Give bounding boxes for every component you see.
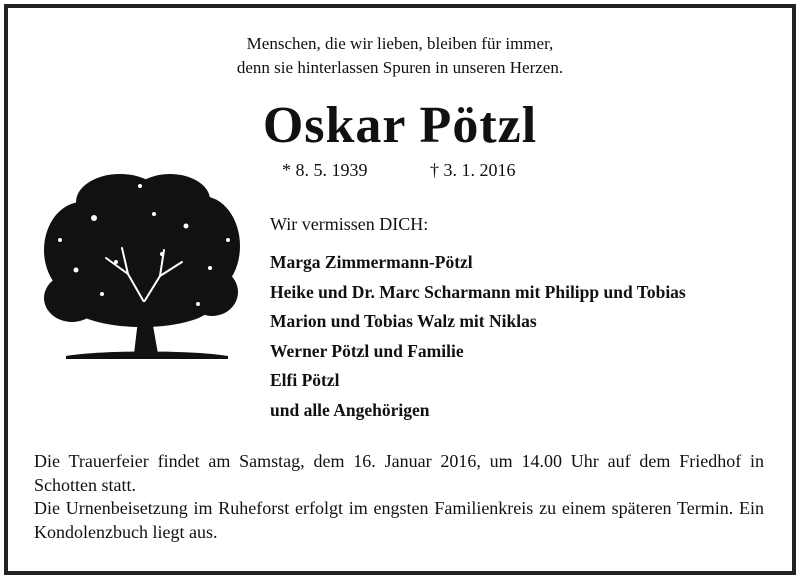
- motto-line-1: Menschen, die wir lieben, bleiben für immer,: [246, 34, 554, 53]
- birth-date: * 8. 5. 1939: [282, 160, 368, 180]
- mourner-name: und alle Angehörigen: [270, 399, 430, 420]
- mourner-name: Marga Zimmermann-Pötzl: [270, 252, 473, 272]
- tree-icon: [42, 170, 242, 362]
- mourners-intro: Wir vermissen DICH:: [270, 214, 429, 234]
- motto-line-2: denn sie hinterlassen Spuren in unseren Herzen.: [236, 58, 564, 77]
- deceased-name: Oskar Pötzl: [262, 97, 538, 154]
- urn-burial-text: Die Urnenbeisetzung im Ruheforst erfolgt im engsten Familienkreis zu einem späteren Termin. Ein Kondolenzbuch liegt aus.: [34, 498, 764, 542]
- mourners-list: [270, 248, 686, 425]
- funeral-service-text: Die Trauerfeier findet am Samstag, dem 16. Januar 2016, um 14.00 Uhr auf dem Friedhof in Schotten statt.: [34, 451, 764, 495]
- funeral-notice: [34, 450, 764, 544]
- mourner-name: Marion und Tobias Walz mit Niklas: [270, 311, 537, 331]
- death-date: † 3. 1. 2016: [430, 160, 516, 180]
- mourner-name: Werner Pötzl und Familie: [270, 340, 464, 361]
- mourner-name: Heike und Dr. Marc Scharmann mit Philipp und Tobias: [270, 281, 686, 302]
- motto-quote: [0, 32, 800, 80]
- mourner-name: Elfi Pötzl: [270, 370, 340, 390]
